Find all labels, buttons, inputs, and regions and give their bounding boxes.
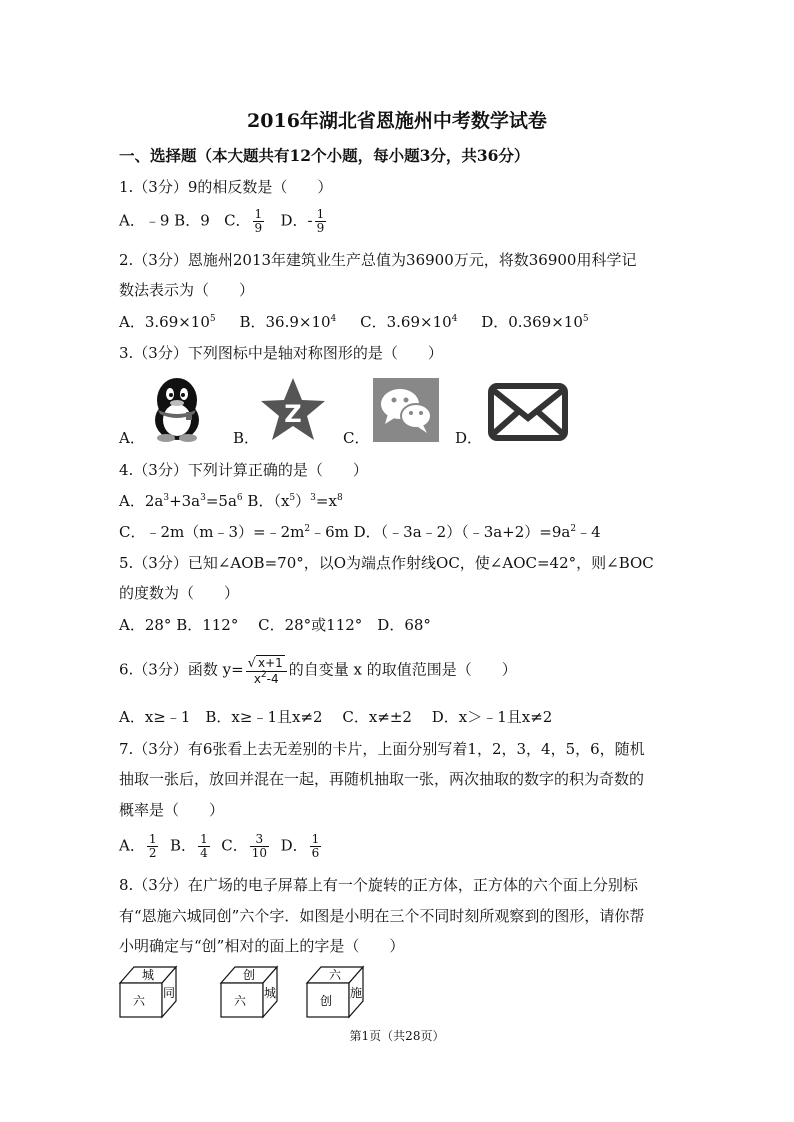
q7-option-b: B． (170, 836, 197, 855)
q7-c-fraction: $\frac{3}{10}$ (251, 832, 268, 860)
q3-label-a: A． (119, 429, 145, 447)
q6-function-fraction: $\frac{√ x+1}{x^2-4}$ (246, 655, 287, 686)
cube-figure-1 (118, 963, 180, 1019)
q3-label-c: C． (343, 429, 370, 447)
q6-stem-suffix: 的自变量 x 的取值范围是（ ） (288, 660, 517, 679)
q6-stem-prefix: 6.（3分）函数 y= (119, 660, 244, 679)
q2-option-c: C．$3.69\times 10^4$ (360, 313, 458, 331)
q1-option-c: C． (224, 211, 251, 230)
chat-bubbles-icon (373, 378, 439, 442)
q7-stem-line3: 概率是（ ） (119, 801, 225, 819)
section-heading: 一、选择题（本大题共有12个小题，每小题3分，共36分） (119, 146, 530, 165)
page-title: 2016年湖北省恩施州中考数学试卷 (247, 110, 547, 132)
q5-options: A．28° B．112° C．28°或112° D．68° (119, 616, 431, 634)
page-footer: 第1页（共28页） (349, 1029, 445, 1043)
star-z-icon (259, 376, 327, 442)
q3-label-d: D． (455, 429, 483, 447)
q7-stem-line2: 抽取一张后，放回并混在一起，再随机抽取一张，两次抽取的数字的积为奇数的 (119, 770, 645, 788)
q8-stem-line2: 有“恩施六城同创”六个字．如图是小明在三个不同时刻所观察到的图形，请你帮 (119, 907, 645, 925)
q1-option-d: D． (280, 211, 308, 230)
q4-stem: 4.（3分）下列计算正确的是（ ） (119, 461, 368, 479)
q7-stem-line1: 7.（3分）有6张看上去无差别的卡片，上面分别写着1，2，3，4，5，6，随机 (119, 740, 645, 758)
q2-option-a: A．$3.69\times 10^5$ (119, 313, 216, 331)
q1-option-a: A．﹣9 (119, 211, 170, 230)
q1-c-fraction: $\frac{1}{9}$ (254, 207, 263, 235)
cube3-side-label: 施 (349, 986, 363, 1000)
cube3-front-label: 创 (319, 994, 333, 1008)
cube-figure-3 (305, 963, 367, 1019)
q6-stem (119, 655, 517, 686)
q7-b-fraction: $\frac{1}{4}$ (200, 832, 208, 860)
q2-options (119, 311, 589, 332)
q3-label-b: B． (233, 429, 260, 447)
q1-option-b: B．9 (174, 211, 210, 230)
q4-option-d: D．$(﹣3a﹣2)(﹣3a+2)=9a^2﹣4$ (348, 523, 601, 541)
q8-stem-line3: 小明确定与“创”相对的面上的字是（ ） (119, 937, 405, 955)
q6-options: A．x≥﹣1 B．x≥﹣1且x≠2 C．x≠±2 D．x＞﹣1且x≠2 (119, 708, 553, 726)
q2-stem-line2: 数法表示为（ ） (119, 281, 255, 299)
q7-d-fraction: $\frac{1}{6}$ (311, 832, 320, 860)
cube2-top-label: 创 (242, 968, 256, 982)
q7-a-fraction: $\frac{1}{2}$ (148, 832, 157, 860)
q3-stem: 3.（3分）下列图标中是轴对称图形的是（ ） (119, 344, 443, 362)
q5-stem-line1: 5.（3分）已知∠AOB=70°，以O为端点作射线OC，使∠AOC=42°，则∠BOC (119, 554, 654, 572)
star-letter: Z (284, 400, 302, 428)
q7-option-c: C． (221, 836, 248, 855)
cube3-top-label: 六 (328, 968, 342, 982)
q1-d-sign: - (307, 211, 313, 230)
q1-options (119, 208, 328, 235)
q8-stem-line1: 8.（3分）在广场的电子屏幕上有一个旋转的正方体，正方体的六个面上分别标 (119, 876, 638, 894)
q1-d-fraction: $\frac{1}{9}$ (316, 207, 325, 235)
q4-options-cd (119, 521, 601, 542)
cube2-side-label: 城 (263, 986, 277, 1000)
envelope-icon (487, 382, 569, 442)
q7-option-a: A． (119, 836, 145, 855)
cube2-front-label: 六 (233, 994, 247, 1008)
q1-stem: 1.（3分）9的相反数是（ ） (119, 178, 333, 196)
cube1-front-label: 六 (132, 994, 146, 1008)
q7-option-d: D． (280, 836, 308, 855)
cube1-top-label: 城 (141, 968, 155, 982)
q2-option-b: B．$36.9\times 10^4$ (239, 313, 337, 331)
q4-options-ab (119, 490, 343, 511)
q4-option-b: B．$(x^5)^3=x^8$ (242, 492, 343, 510)
cube1-side-label: 同 (162, 986, 176, 1000)
penguin-icon (146, 374, 208, 442)
q2-option-d: D．$0.369\times 10^5$ (481, 313, 589, 331)
q5-stem-line2: 的度数为（ ） (119, 584, 240, 602)
q7-options (119, 833, 323, 860)
q4-option-c: C．$﹣2m(m﹣3)=﹣2m^2﹣6m$ (119, 523, 349, 541)
q2-stem-line1: 2.（3分）恩施州2013年建筑业生产总值为36900万元，将数36900用科学记 (119, 251, 637, 269)
cube-figure-2 (219, 963, 281, 1019)
q4-option-a: A．$2a^3+3a^3=5a^6$ (119, 492, 243, 510)
